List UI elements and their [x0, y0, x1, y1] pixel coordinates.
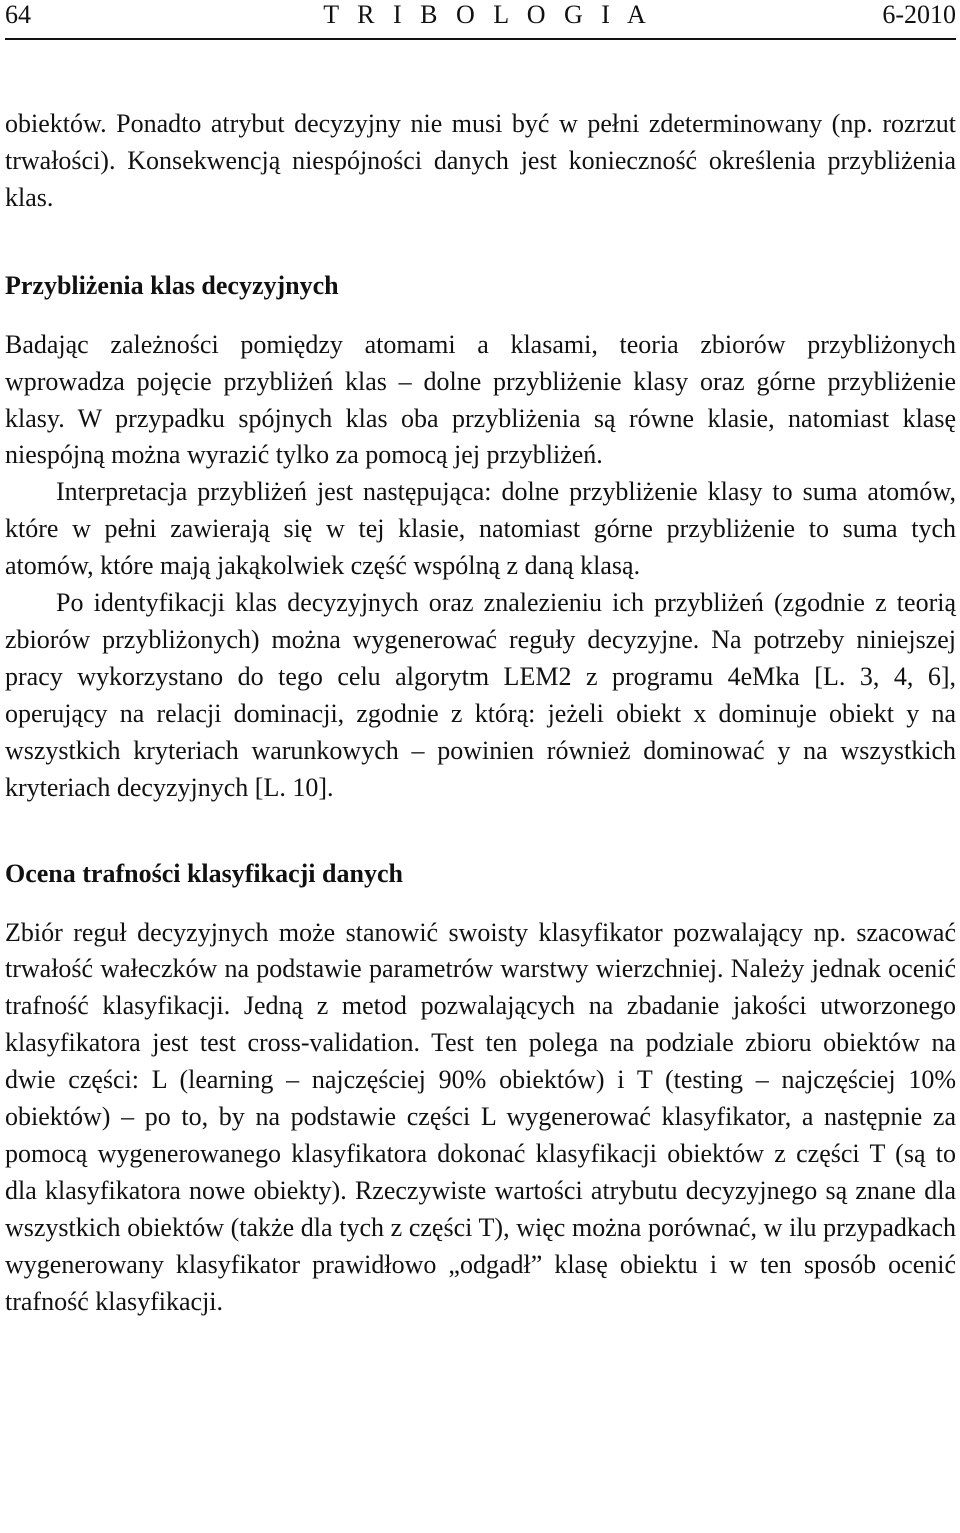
- paragraph-approximations-interpretation: Interpretacja przybliżeń jest następująca: dolne przybliżenie klasy to suma atomów, które w pełni zawierają się w tej klasie, natomiast górne przybliżenie to suma tych atomów, które mają jakąkolwiek część wspólną z daną klasą.: [5, 477, 956, 581]
- page: [5, 0, 956, 1320]
- section-heading-classification-accuracy: Ocena trafności klasyfikacji danych: [5, 858, 403, 888]
- text-run: Po identyfikacji klas decyzyjnych oraz znalezieniu ich przybliżeń (zgodnie z teorią zbiorów przybliżonych) można wygenerować reguły decyzyjne. Na potrzeby niniejszej pracy wykorzystano do tego celu algorytm LEM2 z programu 4eMka: [5, 588, 956, 691]
- text-run: .: [326, 772, 334, 802]
- paragraph-decision-rules: [5, 585, 956, 806]
- intro-paragraph: obiektów. Ponadto atrybut decyzyjny nie musi być w pełni zdeterminowany (np. rozrzut trwałości). Konsekwencją niespójności danych jest konieczność określenia przybliżenia klas.: [5, 109, 956, 212]
- header-rule: [5, 38, 956, 40]
- issue-number: 6-2010: [882, 0, 956, 29]
- page-number: 64: [5, 0, 31, 29]
- paragraph-cross-validation: Zbiór reguł decyzyjnych może stanowić swoisty klasyfikator pozwalający np. szacować trwałość wałeczków na podstawie parametrów warstwy wierzchniej. Należy jednak ocenić trafność klasyfikacji. Jedną z metod pozwalających na zbadanie jakości utworzonego klasyfikatora jest test cross-validation. Test ten polega na podziale zbioru obiektów na dwie części: L (learning – najczęściej 90% obiektów) i T (testing – najczęściej 10% obiektów) – po to, by na podstawie części L wygenerować klasyfikator, a następnie za pomocą wygenerowanego klasyfikatora dokonać klasyfikacji obiektów z części T (są to dla klasyfikatora nowe obiekty). Rzeczywiste wartości atrybutu decyzyjnego są znane dla wszystkich obiektów (także dla tych z części T), więc można porównać, w ilu przypadkach wygenerowany klasyfikator prawidłowo „odgadł” klasę obiektu i w ten sposób ocenić trafność klasyfikacji.: [5, 917, 956, 1316]
- journal-title: T R I B O L O G I A: [323, 0, 652, 29]
- running-header: [5, 0, 956, 42]
- citation: [L. 3, 4, 6]: [814, 661, 950, 691]
- section-heading-approximations: Przybliżenia klas decyzyjnych: [5, 270, 339, 300]
- text-run: , operujący na relacji dominacji, zgodnie z którą: jeżeli obiekt x dominuje obiekt y na wszystkich kryteriach warunkowych – powinien również dominować y na wszystkich kryteriach decyzyjnych: [5, 661, 956, 802]
- citation: [L. 10]: [254, 772, 327, 802]
- paragraph-approximations-definition: Badając zależności pomiędzy atomami a klasami, teoria zbiorów przybliżonych wprowadza pojęcie przybliżeń klas – dolne przybliżenie klasy oraz górne przybliżenie klasy. W przypadku spójnych klas oba przybliżenia są równe klasie, natomiast klasę niespójną można wyrazić tylko za pomocą jej przybliżeń.: [5, 329, 956, 470]
